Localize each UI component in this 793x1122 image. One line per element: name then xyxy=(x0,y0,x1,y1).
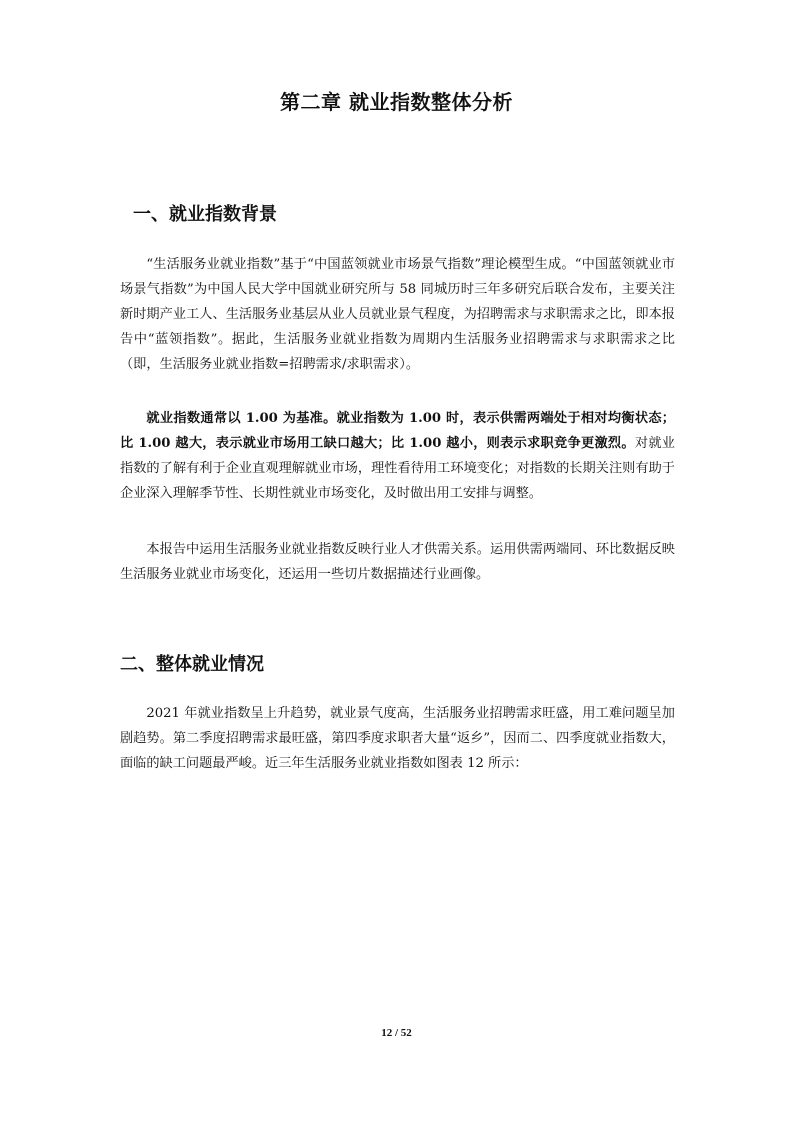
paragraph-text: 本报告中运用生活服务业就业指数反映行业人才供需关系。运用供需两端同、环比数据反映生活服务业就业市场变化，还运用一些切片数据描述行业画像。 xyxy=(120,542,675,582)
paragraph xyxy=(120,252,675,377)
paragraph xyxy=(120,701,675,776)
paragraph xyxy=(120,406,675,506)
paragraph-text: 对就业指数的了解有利于企业直观理解就业市场，理性看待用工环境变化；对指数的长期关注则有助于企业深入理解季节性、长期性就业市场变化，及时做出用工安排与调整。 xyxy=(120,436,675,501)
paragraph-bold-text: 就业指数通常以 1.00 为基准。就业指数为 1.00 时，表示供需两端处于相对均衡状态；比 1.00 越大，表示就业市场用工缺口越大；比 1.00 越小，则表示求职竞争更激烈。 xyxy=(120,411,675,451)
section-heading-overall: 二、整体就业情况 xyxy=(120,654,264,675)
paragraph-text: 2021 年就业指数呈上升趋势，就业景气度高，生活服务业招聘需求旺盛，用工难问题呈加剧趋势。第二季度招聘需求最旺盛，第四季度求职者大量“返乡”，因而二、四季度就业指数大，面临的缺工问题最严峻。近三年生活服务业就业指数如图表 12 所示： xyxy=(120,706,675,771)
chapter-title: 第二章 就业指数整体分析 xyxy=(280,90,513,114)
paragraph-text: “生活服务业就业指数”基于“中国蓝领就业市场景气指数”理论模型生成。“中国蓝领就业市场景气指数”为中国人民大学中国就业研究所与 58 同城历时三年多研究后联合发布，主要关注新时期产业工人、生活服务业基层从业人员就业景气程度，为招聘需求与求职需求之比，即本报告中“蓝领指数”。据此，生活服务业就业指数为周期内生活服务业招聘需求与求职需求之比（即，生活服务业就业指数=招聘需求/求职需求）。 xyxy=(120,257,675,372)
paragraph xyxy=(120,537,675,587)
page-number: 12 / 52 xyxy=(381,1027,412,1039)
section-heading-background: 一、就业指数背景 xyxy=(133,204,277,225)
